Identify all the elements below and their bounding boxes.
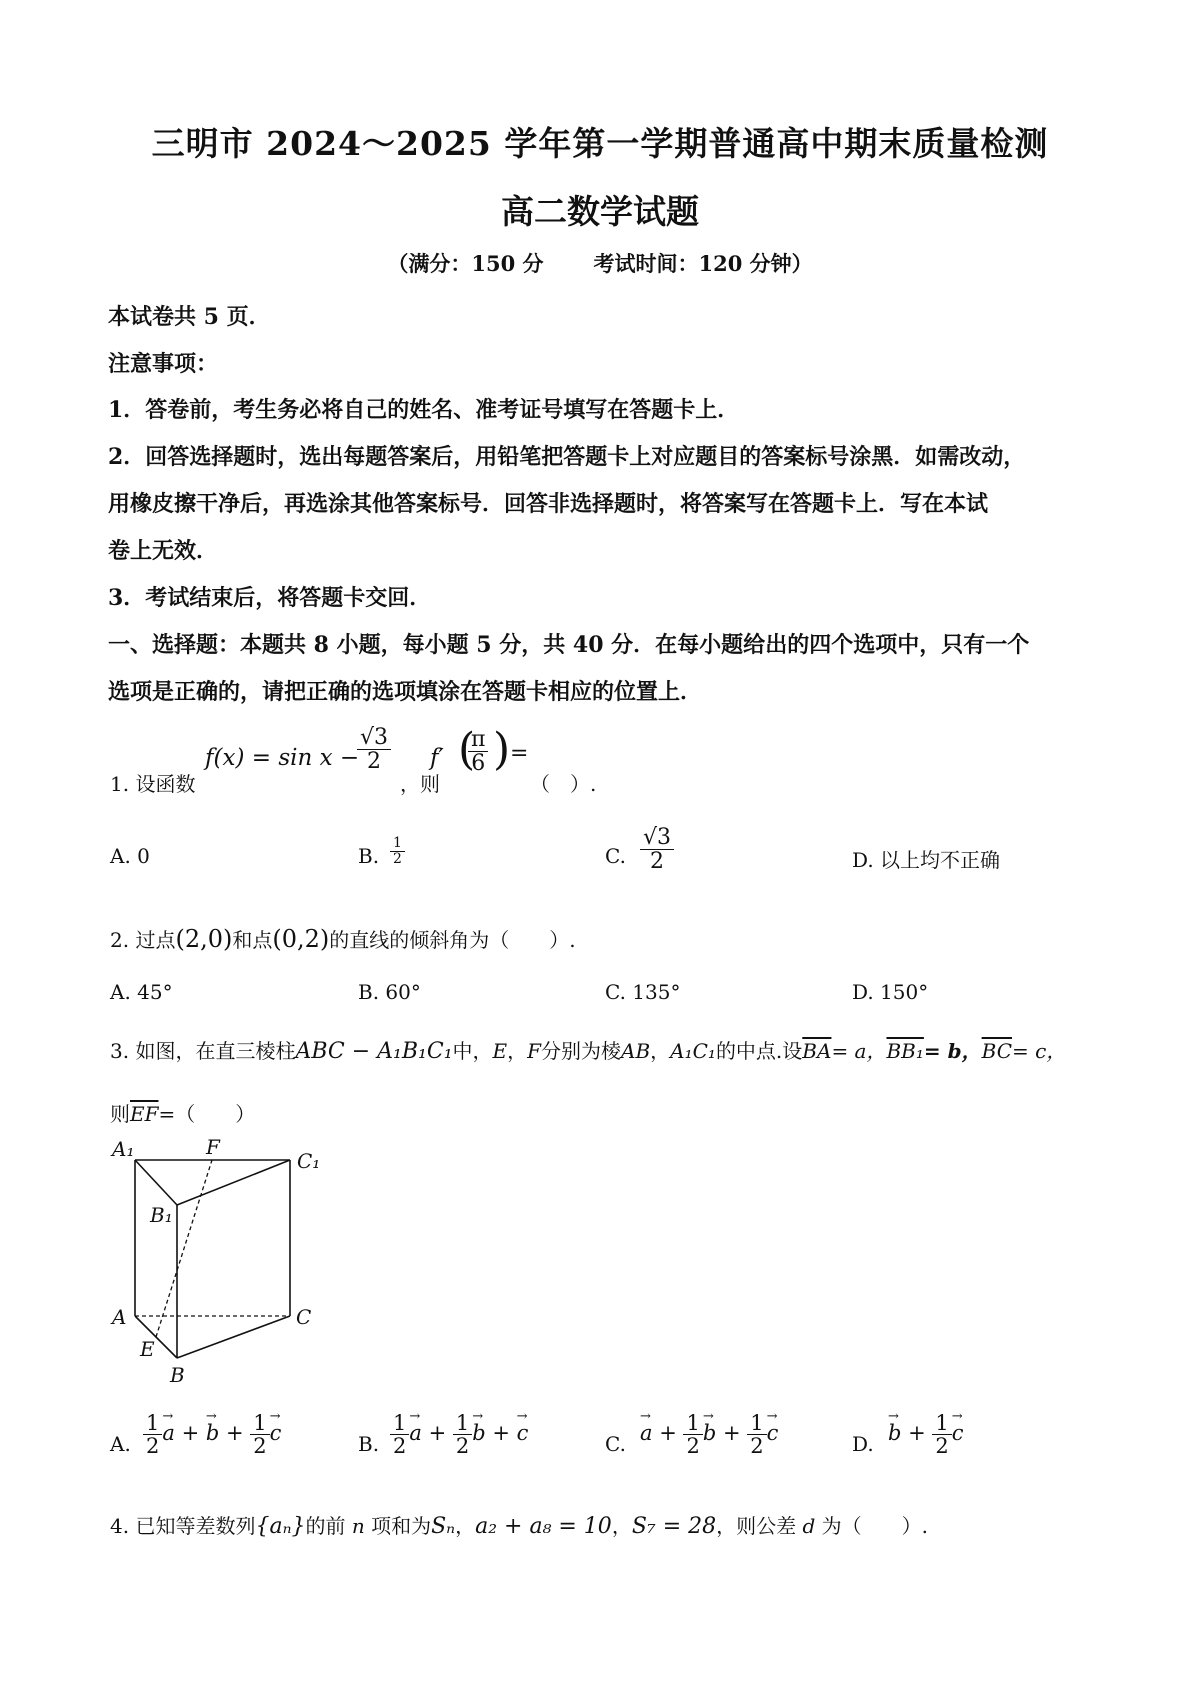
q1-answer-paren: （ ）. <box>530 772 597 796</box>
q3-option-a-label: A. <box>110 1432 131 1456</box>
q3-eq-b: = b， <box>923 1039 982 1063</box>
q3-option-b-label: B. <box>358 1432 380 1456</box>
q1-sqrt3: √3 <box>357 726 391 750</box>
notice-item-1: 1．答卷前，考生务必将自己的姓名、准考证号填写在答题卡上． <box>108 397 740 423</box>
q3-text-d: 的中点.设 <box>715 1039 803 1063</box>
q3-point-e: E <box>492 1039 508 1063</box>
q1-prefix: 1. 设函数 <box>110 772 196 796</box>
exam-meta <box>0 248 1200 278</box>
q2-text-a: 2. 过点 <box>110 928 176 952</box>
q1-then: ，则 <box>400 772 440 796</box>
q3-comma: ， <box>507 1039 528 1063</box>
q1-option-a: A. 0 <box>110 844 150 868</box>
q1-pi-fraction <box>468 728 488 775</box>
q3-edge-a1c1: A₁C₁ <box>670 1039 716 1063</box>
q1-option-c-label: C. <box>605 844 626 868</box>
q2-text-b: 和点 <box>232 928 273 952</box>
q3-vector-bb1: BB₁ <box>886 1039 924 1063</box>
q3-point-f: F <box>527 1039 542 1063</box>
q2-text <box>110 924 576 953</box>
q3-line-2 <box>110 1098 255 1127</box>
q4-text-c: 项和为 <box>371 1514 432 1538</box>
q1-option-b-denominator: 2 <box>393 850 402 867</box>
exam-time: 考试时间：120 分钟） <box>593 251 813 276</box>
q2-option-b: B. 60° <box>358 980 421 1004</box>
section-1-line-1: 一、选择题：本题共 8 小题，每小题 5 分，共 40 分．在每小题给出的四个选项中，只有一个 <box>108 632 1030 658</box>
q1-option-c-fraction <box>640 826 674 873</box>
q3-answer-paren: =（ ） <box>158 1102 256 1126</box>
q3-text-b: 中， <box>452 1039 493 1063</box>
q4-n: n <box>351 1514 365 1538</box>
q3-vector-ba: $\overline{BA}$ <box>802 1039 832 1063</box>
q1-six: 6 <box>471 751 486 777</box>
segment-ef-hidden <box>156 1160 212 1337</box>
prism-figure <box>100 1130 340 1390</box>
q2-point-1: (2,0) <box>175 925 233 953</box>
q4-text-g: 为（ ）. <box>821 1514 929 1538</box>
q3-then: 则 <box>110 1102 130 1126</box>
label-c1: C₁ <box>297 1149 321 1173</box>
exam-subtitle: 高二数学试题 <box>501 192 699 231</box>
q3-option-d-expr: → b + $\frac{1}{2}$ → c <box>888 1412 964 1457</box>
label-a: A <box>112 1305 127 1329</box>
q3-text-c: 分别为棱 <box>541 1039 622 1063</box>
label-a1: A₁ <box>112 1137 135 1161</box>
q1-equals: = <box>510 741 529 766</box>
q1-fprime: f′ <box>430 745 444 771</box>
q3-vector-ef: $\overline{EF}$ <box>130 1102 159 1126</box>
q4-d: d <box>802 1514 816 1538</box>
q1-function: f(x) = sin x − <box>205 745 360 771</box>
q3-vector-bc: $\overline{BC}$ <box>981 1039 1012 1063</box>
q3-option-c-label: C. <box>605 1432 626 1456</box>
q4-text-b: 的前 <box>305 1514 346 1538</box>
notice-item-3: 3．考试结束后，将答题卡交回． <box>108 585 432 611</box>
q2-point-2: (0,2) <box>272 925 330 953</box>
label-b1: B₁ <box>150 1203 173 1227</box>
notice-item-2-line-3: 卷上无效． <box>108 538 219 564</box>
q4-condition-2: S₇ = 28 <box>631 1514 717 1539</box>
q1-option-b-numerator: 1 <box>390 836 405 852</box>
q1-left-paren: ( <box>458 724 476 775</box>
q1-option-b-fraction <box>390 836 405 866</box>
q4-sn: Sₙ <box>431 1514 456 1539</box>
q1-right-paren: ) <box>493 724 511 775</box>
label-c: C <box>296 1305 312 1329</box>
q2-option-d: D. 150° <box>852 980 929 1004</box>
q1-pi: π <box>468 728 488 752</box>
q4-text-a: 4. 已知等差数列 <box>110 1514 256 1538</box>
q3-comma-2: ， <box>650 1039 671 1063</box>
q2-text-c: 的直线的倾斜角为（ ）. <box>329 928 576 952</box>
q3-line-1 <box>110 1035 1066 1064</box>
notice-item-2-line-1: 2．回答选择题时，选出每题答案后，用铅笔把答题卡上对应题目的答案标号涂黑．如需改动， <box>108 444 1026 470</box>
q1-option-b-label: B. <box>358 844 380 868</box>
page-count: 本试卷共 5 页． <box>108 304 271 330</box>
q4-sequence: {aₙ} <box>255 1514 306 1539</box>
label-f: F <box>206 1135 220 1159</box>
q3-edge-ab: AB <box>621 1039 651 1063</box>
q3-prism: ABC − A₁B₁C₁ <box>295 1039 453 1064</box>
q3-option-d-label: D. <box>852 1432 874 1456</box>
exam-title: 三明市 2024～2025 学年第一学期普通高中期末质量检测 <box>151 124 1049 163</box>
q1-option-c-denominator: 2 <box>650 849 664 875</box>
section-1-line-2: 选项是正确的，请把正确的选项填涂在答题卡相应的位置上． <box>108 679 703 705</box>
q4-comma-1: ， <box>455 1514 476 1538</box>
q1-option-d: D. 以上均不正确 <box>852 848 1001 872</box>
q3-text-a: 3. 如图，在直三棱柱 <box>110 1039 296 1063</box>
q2-option-c: C. 135° <box>605 980 681 1004</box>
full-score: （满分：150 分 <box>387 251 544 276</box>
q1-option-c-numerator: √3 <box>640 826 674 850</box>
q4-text <box>110 1510 928 1539</box>
q3-option-b-expr: $\frac{1}{2}$ → a + $\frac{1}{2}$ → b + → c <box>390 1412 528 1457</box>
label-e: E <box>140 1337 155 1361</box>
edge-bc <box>177 1316 290 1358</box>
q3-option-a-expr: $\frac{1}{2}$ → a + → b + $\frac{1}{2}$ → c <box>143 1412 281 1457</box>
label-b: B <box>170 1363 185 1387</box>
notice-item-2-line-2: 用橡皮擦干净后，再选涂其他答案标号．回答非选择题时，将答案写在答题卡上．写在本试 <box>108 491 989 517</box>
q1-fraction <box>352 726 396 773</box>
q1-denominator: 2 <box>366 749 381 775</box>
q2-option-a: A. 45° <box>110 980 173 1004</box>
edge-b1c1 <box>177 1160 290 1205</box>
notice-heading: 注意事项： <box>108 351 219 377</box>
q4-text-f: ，则公差 <box>716 1514 797 1538</box>
q4-comma-2: ， <box>611 1514 632 1538</box>
q3-option-c-expr: → a + $\frac{1}{2}$ → b + $\frac{1}{2}$ → c <box>640 1412 778 1457</box>
q4-condition-1: a₂ + a₈ = 10 <box>475 1514 612 1539</box>
edge-a1b1 <box>135 1160 177 1205</box>
q3-eq-a: = a， <box>831 1039 887 1063</box>
q3-eq-c: = c， <box>1012 1039 1067 1063</box>
